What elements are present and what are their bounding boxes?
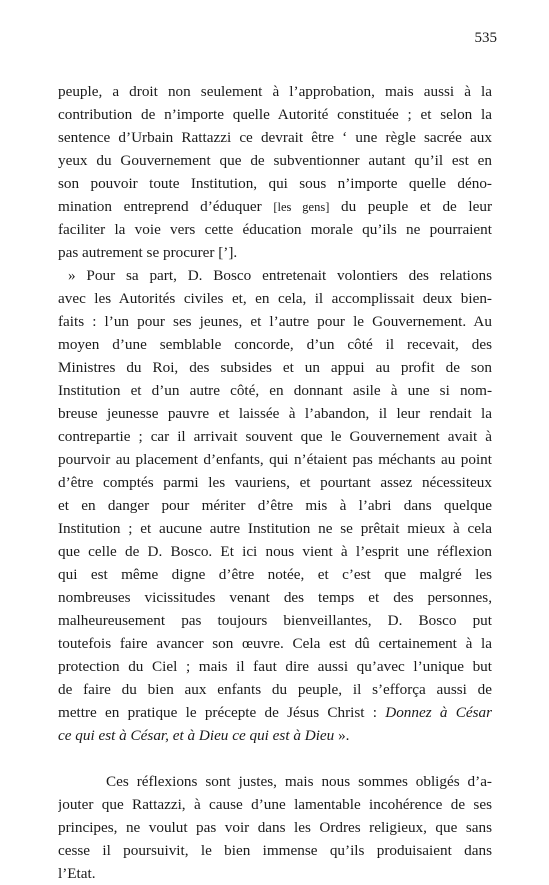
text-line: toutefois faire avancer son œuvre. Cela est dû certainement à la <box>58 635 492 652</box>
text-line: l’Etat. <box>58 865 96 882</box>
text-line: et en danger pour mériter d’être mis à l’abri dans quelque <box>58 497 492 514</box>
text-line: de faire du bien aux enfants du peuple, il s’efforça aussi de <box>58 681 492 698</box>
paragraph-gap <box>58 747 492 770</box>
page-number: 535 <box>474 30 497 46</box>
text-line: pourvoir au placement d’enfants, qui n’étaient pas méchants au point <box>58 451 492 468</box>
text-line: contrepartie ; car il arrivait souvent que le Gouvernement avait à <box>58 428 492 445</box>
text-line: sentence d’Urbain Rattazzi ce devrait être ‘ une règle sacrée aux <box>58 129 492 146</box>
text-line: Institution ; et aucune autre Institution ne se prêtait mieux à cela <box>58 520 492 537</box>
text-line: protection du Ciel ; mais il faut dire aussi qu’avec l’unique but <box>58 658 492 675</box>
text-line: d’être comptés parmi les vauriens, et pourtant assez nécessiteux <box>58 474 492 491</box>
text-line: mettre en pratique le précepte de Jésus Christ : Donnez à César <box>58 704 492 721</box>
text-line: son pouvoir toute Institution, qui sous n’importe quelle déno- <box>58 175 492 192</box>
editorial-insertion: [les gens] <box>273 200 330 214</box>
text-line: malheureusement pas toujours bienveillantes, D. Bosco put <box>58 612 492 629</box>
text-line: contribution de n’importe quelle Autorité constituée ; et selon la <box>58 106 492 123</box>
quotation-italic: Donnez à César <box>385 704 492 721</box>
text-line: qui est même digne d’être notée, et c’est que malgré les <box>58 566 492 583</box>
text-line: avec les Autorités civiles et, en cela, il accomplissait deux bien- <box>58 290 492 307</box>
text-line: ce qui est à César, et à Dieu ce qui est à Dieu ». <box>58 727 350 744</box>
text-line: Ces réflexions sont justes, mais nous sommes obligés d’a- <box>106 773 492 790</box>
text-line: que celle de D. Bosco. Et ici nous vient à l’esprit une réflexion <box>58 543 492 560</box>
text-line: faits : l’un pour ses jeunes, et l’autre pour le Gouvernement. Au <box>58 313 492 330</box>
page-body <box>58 80 492 885</box>
text-line: breuse jeunesse pauvre et laissée à l’abandon, il leur rendait la <box>58 405 492 422</box>
quotation-italic: ce qui est à César, et à Dieu ce qui est à Dieu <box>58 727 335 744</box>
text-line: principes, ne voulut pas voir dans les Ordres religieux, que sans <box>58 819 492 836</box>
text-line: » Pour sa part, D. Bosco entretenait volontiers des relations <box>68 267 492 284</box>
text-line: faciliter la voie vers cette éducation morale qu’ils ne pourraient <box>58 221 492 238</box>
text-line: Institution et d’un autre côté, en donnant asile à une si nom- <box>58 382 492 399</box>
paragraph-1 <box>58 80 492 264</box>
text-line: moyen d’une semblable concorde, d’un côté il recevait, des <box>58 336 492 353</box>
paragraph-3 <box>58 770 492 885</box>
text-line: cesse il poursuivit, le bien immense qu’ils produisaient dans <box>58 842 492 859</box>
text-line: nombreuses vicissitudes venant des temps et des personnes, <box>58 589 492 606</box>
text-line: peuple, a droit non seulement à l’approbation, mais aussi à la <box>58 83 492 100</box>
text-line: yeux du Gouvernement que de subventionner autant qu’il est en <box>58 152 492 169</box>
paragraph-2 <box>58 264 492 747</box>
text-line: pas autrement se procurer [’]. <box>58 244 238 261</box>
text-line: mination entreprend d’éduquer [les gens] du peuple et de leur <box>58 198 492 215</box>
text-line: jouter que Rattazzi, à cause d’une lamentable incohérence de ses <box>58 796 492 813</box>
text-line: Ministres du Roi, des subsides et un appui au profit de son <box>58 359 492 376</box>
